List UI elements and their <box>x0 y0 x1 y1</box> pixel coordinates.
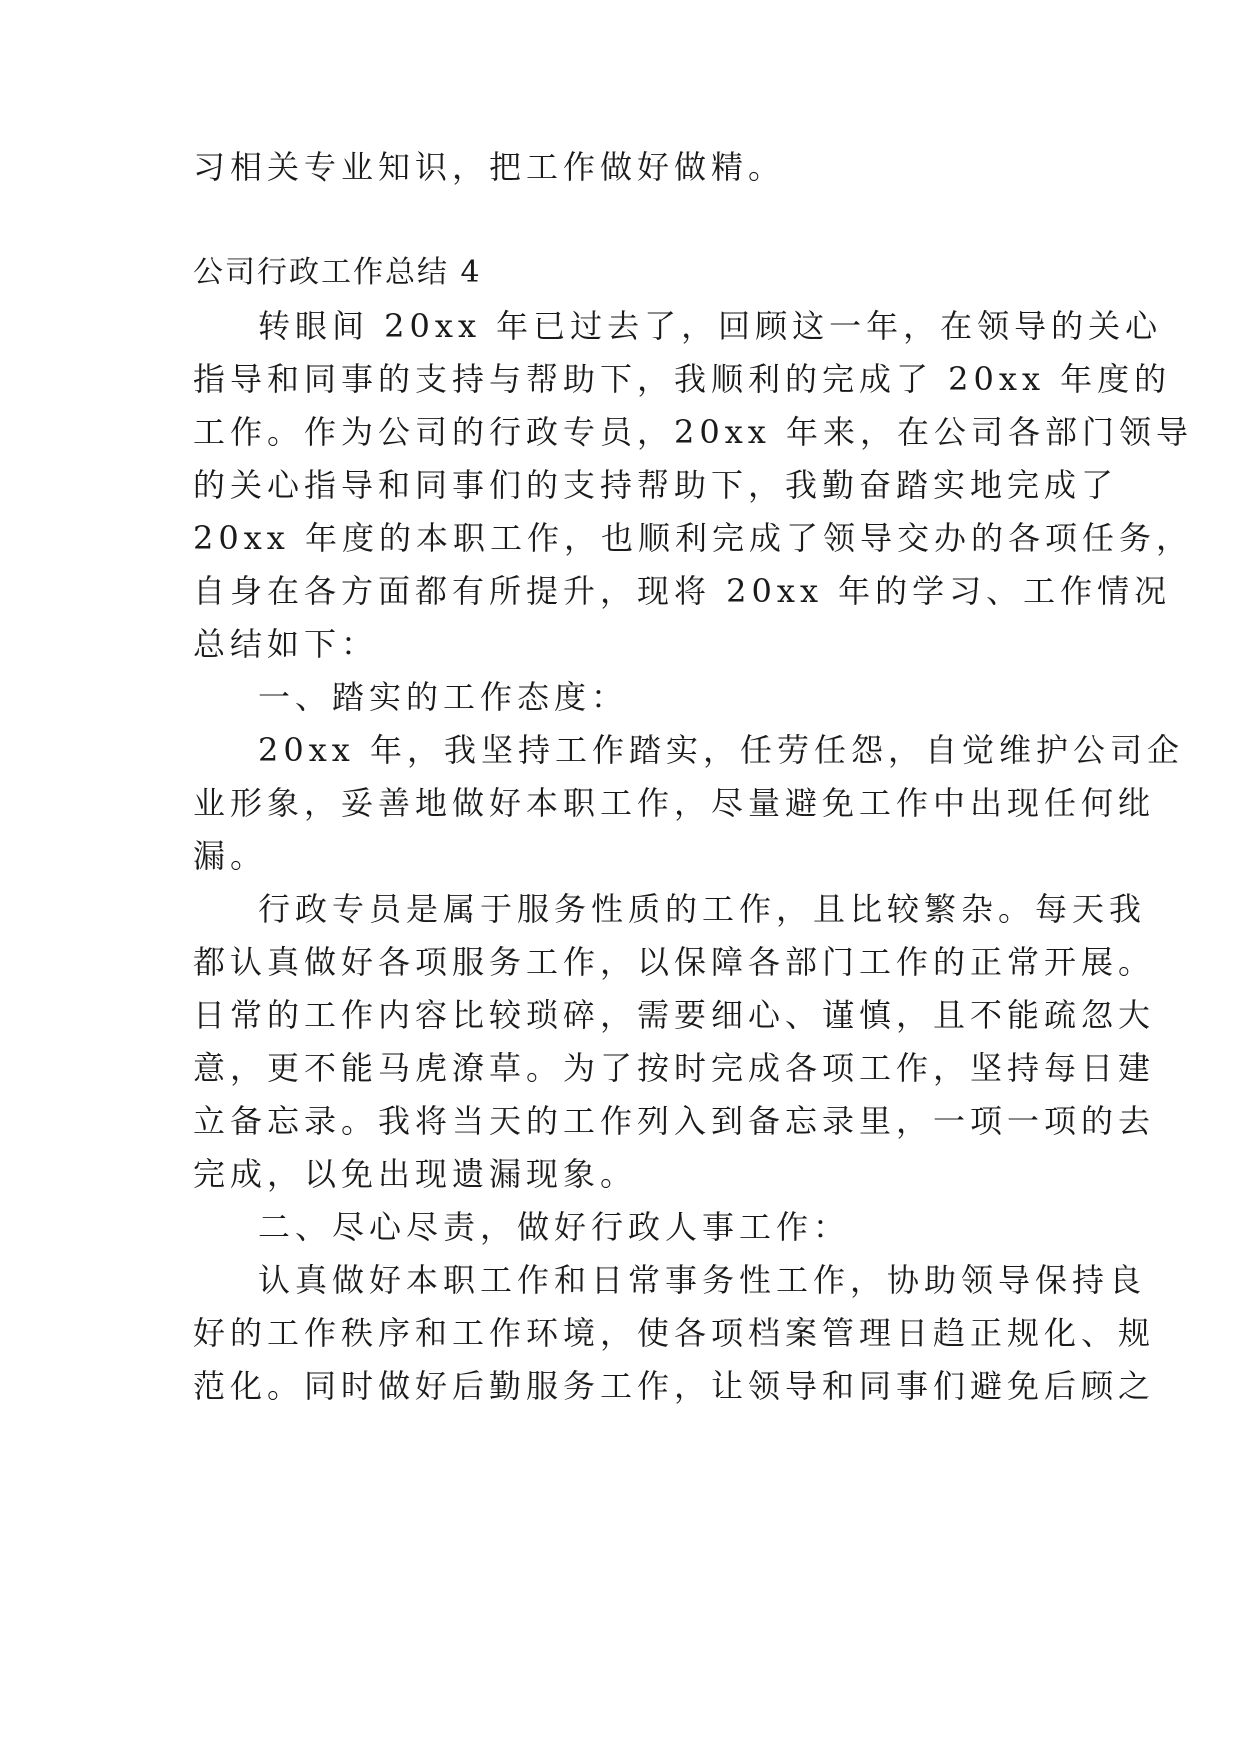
text-line: 漏。 <box>193 837 268 875</box>
text-line: 完成，以免出现遗漏现象。 <box>193 1155 638 1193</box>
text-line: 行政专员是属于服务性质的工作，且比较繁杂。每天我 <box>258 890 1147 928</box>
text-line: 好的工作秩序和工作环境，使各项档案管理日趋正规化、规 <box>193 1314 1156 1352</box>
section-title: 一、踏实的工作态度： <box>258 678 629 716</box>
text-line: 工作。作为公司的行政专员，20xx 年来，在公司各部门领导 <box>193 413 1193 451</box>
text-line: 20xx 年，我坚持工作踏实，任劳任怨，自觉维护公司企 <box>258 731 1184 769</box>
text-line: 习相关专业知识，把工作做好做精。 <box>193 148 786 186</box>
text-line: 指导和同事的支持与帮助下，我顺利的完成了 20xx 年度的 <box>193 360 1172 398</box>
section-heading: 公司行政工作总结 4 <box>193 255 482 290</box>
text-line: 自身在各方面都有所提升，现将 20xx 年的学习、工作情况 <box>193 572 1172 610</box>
text-line: 日常的工作内容比较琐碎，需要细心、谨慎，且不能疏忽大 <box>193 996 1156 1034</box>
text-line: 转眼间 20xx 年已过去了，回顾这一年，在领导的关心 <box>258 307 1163 345</box>
text-line: 20xx 年度的本职工作，也顺利完成了领导交办的各项任务， <box>193 519 1193 557</box>
text-line: 业形象，妥善地做好本职工作，尽量避免工作中出现任何纰 <box>193 784 1156 822</box>
text-line: 范化。同时做好后勤服务工作，让领导和同事们避免后顾之 <box>193 1367 1156 1405</box>
text-line: 认真做好本职工作和日常事务性工作，协助领导保持良 <box>258 1261 1147 1299</box>
section-title: 二、尽心尽责，做好行政人事工作： <box>258 1208 851 1246</box>
text-line: 立备忘录。我将当天的工作列入到备忘录里，一项一项的去 <box>193 1102 1156 1140</box>
text-line: 的关心指导和同事们的支持帮助下，我勤奋踏实地完成了 <box>193 466 1119 504</box>
text-line: 都认真做好各项服务工作，以保障各部门工作的正常开展。 <box>193 943 1156 981</box>
text-line: 总结如下： <box>193 625 379 663</box>
text-line: 意，更不能马虎潦草。为了按时完成各项工作，坚持每日建 <box>193 1049 1156 1087</box>
